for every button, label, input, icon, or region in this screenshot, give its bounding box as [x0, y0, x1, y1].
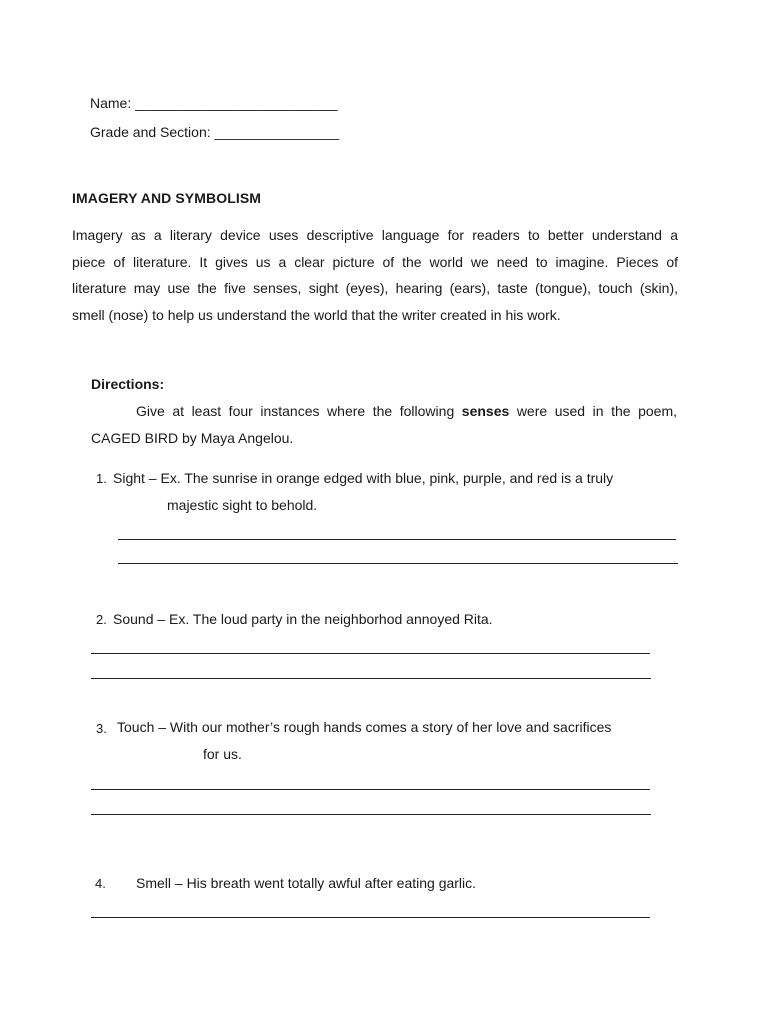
item-number: 4.	[95, 876, 106, 891]
answer-line[interactable]	[118, 563, 678, 564]
item-sight-prompt-cont: majestic sight to behold.	[167, 497, 318, 513]
intro-line: literature may use the five senses, sight (eyes), hearing (ears), taste (tongue), touch (skin),	[72, 280, 678, 296]
item-number: 2.	[96, 612, 107, 627]
item-sound-prompt: Sound – Ex. The loud party in the neighborhod annoyed Rita.	[113, 611, 493, 627]
item-touch-prompt: Touch – With our mother’s rough hands comes a story of her love and sacrifices	[117, 719, 612, 735]
answer-line[interactable]	[91, 917, 650, 918]
directions-line-2: CAGED BIRD by Maya Angelou.	[91, 430, 294, 446]
answer-line[interactable]	[91, 814, 651, 815]
intro-line: Imagery as a literary device uses descriptive language for readers to better understand a	[72, 227, 678, 243]
intro-paragraph	[72, 222, 678, 328]
directions-line-1	[136, 402, 677, 420]
worksheet-title: IMAGERY AND SYMBOLISM	[72, 190, 262, 206]
directions-label: Directions:	[91, 376, 165, 392]
item-number: 1.	[96, 471, 107, 486]
name-field-line: Name: __________________________	[90, 95, 338, 111]
item-smell-prompt: Smell – His breath went totally awful after eating garlic.	[136, 875, 477, 891]
answer-line[interactable]	[118, 539, 676, 540]
directions-text: Give at least four instances where the following	[136, 403, 462, 419]
item-touch-prompt-cont: for us.	[203, 746, 242, 762]
intro-line: smell (nose) to help us understand the world that the writer created in his work.	[72, 306, 561, 323]
answer-line[interactable]	[91, 789, 650, 790]
answer-line[interactable]	[91, 678, 651, 679]
answer-line[interactable]	[91, 653, 650, 654]
senses-emphasis: senses	[461, 403, 510, 419]
directions-text: were used in the poem,	[509, 403, 677, 419]
grade-section-field-line: Grade and Section: ________________	[90, 124, 340, 140]
intro-line: piece of literature. It gives us a clear picture of the world we need to imagine. Pieces of	[72, 253, 678, 270]
item-sight-prompt: Sight – Ex. The sunrise in orange edged with blue, pink, purple, and red is a truly	[113, 470, 614, 486]
item-number: 3.	[96, 721, 107, 736]
